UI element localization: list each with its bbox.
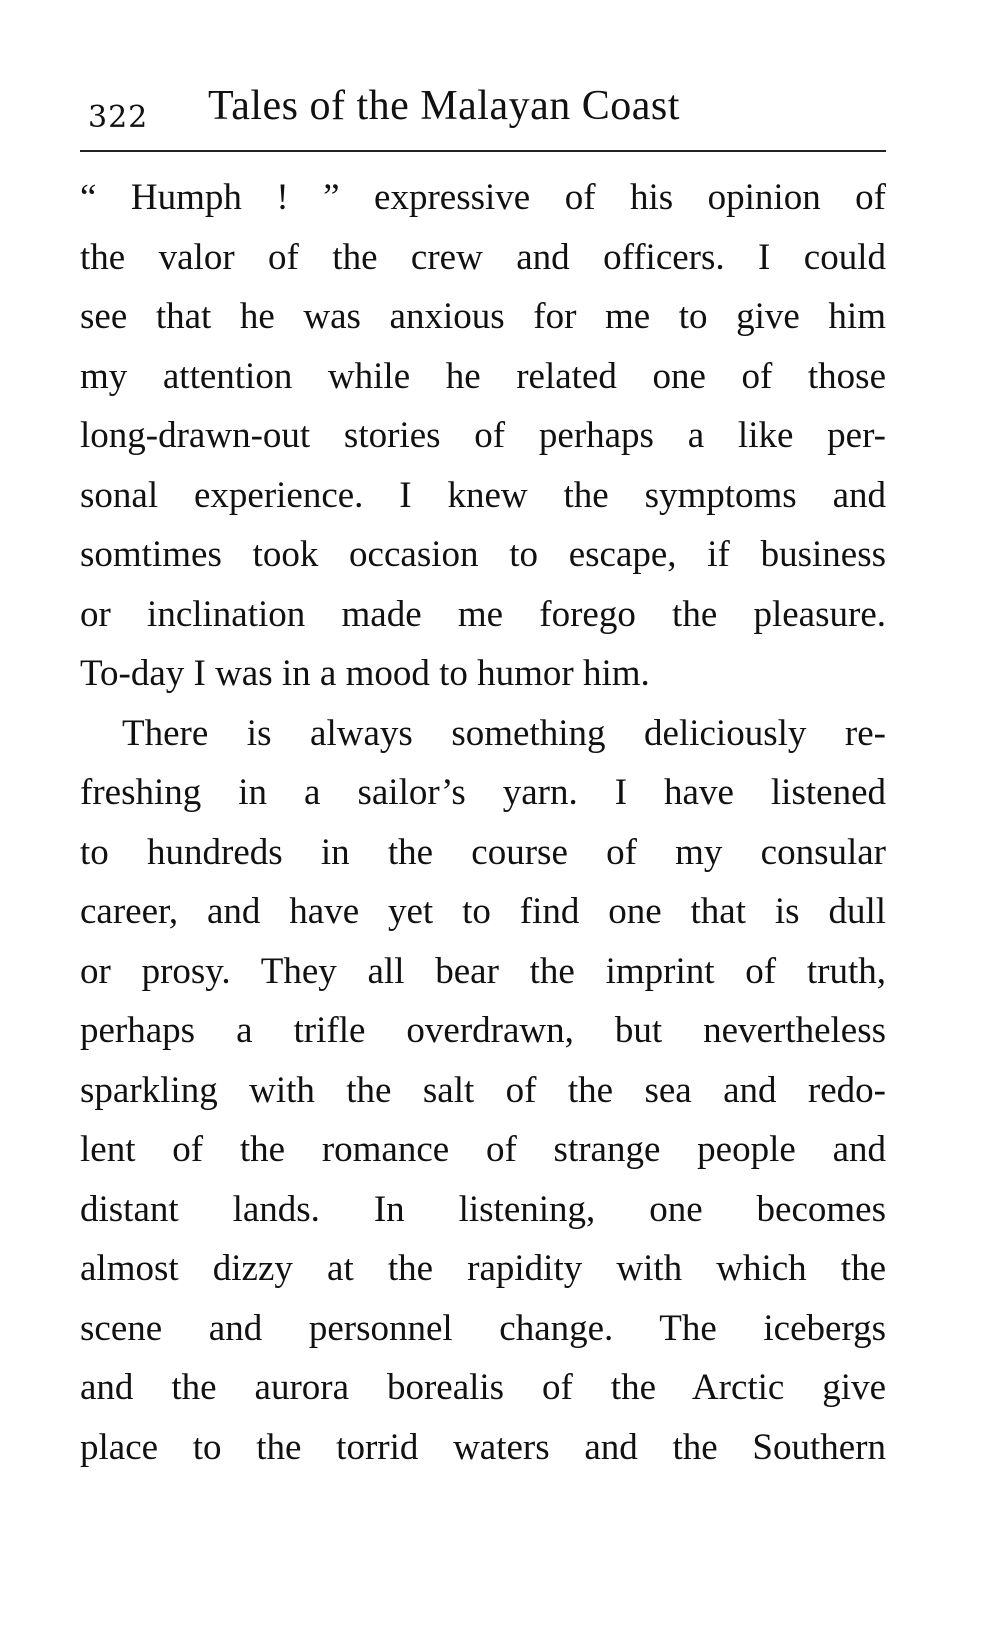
- text-line: or inclination made me forego the pleasure.: [80, 593, 886, 635]
- text-line: career, and have yet to find one that is dull: [80, 891, 886, 932]
- page-number: 322: [88, 100, 149, 135]
- text-line: somtimes took occasion to escape, if business: [80, 534, 886, 575]
- text-line: scene and personnel change. The icebergs: [80, 1307, 886, 1349]
- text-line: almost dizzy at the rapidity with which the: [80, 1248, 886, 1289]
- text-line: “ Humph ! ” expressive of his opinion of: [80, 177, 886, 218]
- text-line: or prosy. They all bear the imprint of truth,: [80, 950, 886, 992]
- text-line: the valor of the crew and officers. I could: [80, 236, 886, 278]
- text-line: and the aurora borealis of the Arctic give: [80, 1367, 886, 1408]
- text-line: There is always something deliciously re-: [122, 712, 886, 754]
- text-line: to hundreds in the course of my consular: [80, 831, 886, 873]
- text-line: see that he was anxious for me to give him: [80, 296, 886, 337]
- text-line: sonal experience. I knew the symptoms and: [80, 474, 886, 516]
- page-header: [80, 78, 886, 138]
- text-line: long-drawn-out stories of perhaps a like per-: [80, 415, 886, 456]
- running-title: Tales of the Malayan Coast: [208, 83, 680, 129]
- text-line: lent of the romance of strange people and: [80, 1129, 886, 1170]
- header-rule: [80, 150, 886, 152]
- text-line: place to the torrid waters and the Southern: [80, 1426, 886, 1468]
- text-line: To-day I was in a mood to humor him.: [80, 653, 650, 694]
- text-line: my attention while he related one of those: [80, 355, 886, 397]
- text-line: freshing in a sailor’s yarn. I have listened: [80, 772, 886, 813]
- text-line: sparkling with the salt of the sea and redo-: [80, 1069, 886, 1111]
- text-line: perhaps a trifle overdrawn, but nevertheless: [80, 1010, 886, 1051]
- body-text: [80, 168, 886, 1477]
- text-line: distant lands. In listening, one becomes: [80, 1188, 886, 1230]
